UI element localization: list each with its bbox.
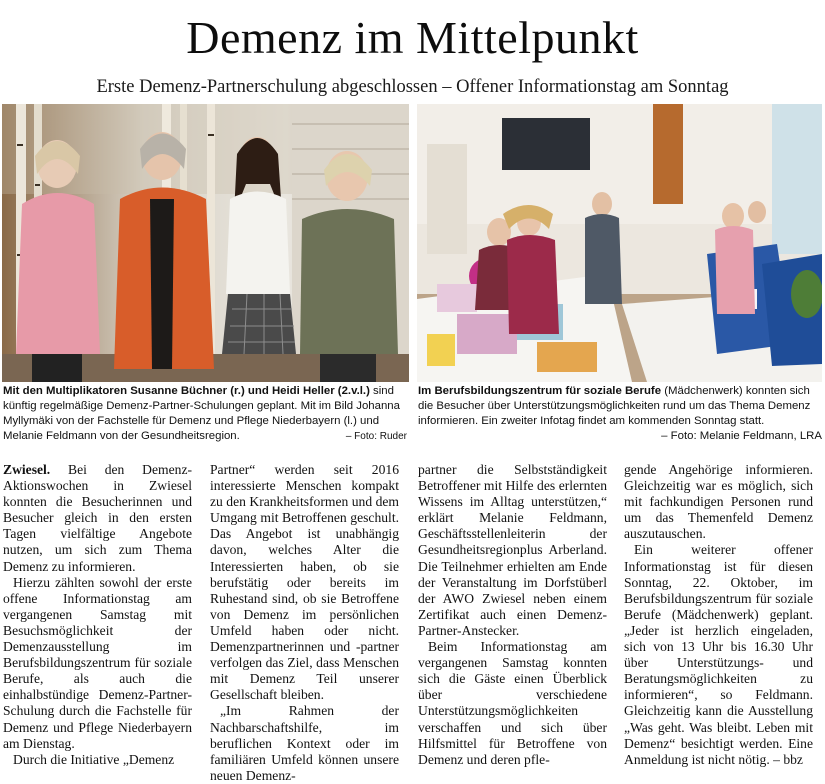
article-paragraph: Partner“ werden seit 2016 interessierte Menschen kompakt zu den Krankheitsformen und dem Umgang mit Betroffenen geschult. Das Angebot ist unabhängig davon, welches Alter die Interessierten haben, ob sie berufstätig oder bereits im Ruhestand sind, ob sie Betroffene von Demenz im persönlichen Umfeld haben oder nicht. Demenzpartnerinnen und -partner verfolgen das Ziel, dass Menschen mit Demenz Teil unserer Gesellschaft bleiben.: [210, 462, 399, 703]
paragraph-text: Bei den Demenz-Aktionswochen in Zwiesel konnten die Besucherinnen und Besucher gleich in den ersten Tagen vielfältige Angebote nutzen, um sich zum Thema Demenz zu informieren.: [3, 462, 192, 574]
caption-left-lead: Mit den Multiplikatoren Susanne Büchner (r.) und Heidi Heller (2.v.l.): [3, 385, 370, 397]
article-paragraph: gende Angehörige informieren. Gleichzeitig war es möglich, sich mit fachkundigen Personen rund um das Themenfeld Demenz auszutauschen.: [624, 462, 813, 542]
headline: Demenz im Mittelpunkt: [186, 12, 639, 63]
article-paragraph: [3, 462, 192, 575]
article-column-4: [624, 462, 813, 768]
caption-right-text: (Mädchenwerk) konnten sich die Besucher über Unterstützungsmöglichkeiten rund um das Thema Demenz informieren. Ein zweiter Infotag findet am kommenden Sonntag statt.: [418, 385, 811, 427]
article-paragraph: „Im Rahmen der Nachbarschaftshilfe, im beruflichen Kontext oder im familiären Umfeld können unsere neuen Demenz-: [210, 703, 399, 783]
photo-credit-left: – Foto: Ruder: [345, 431, 407, 442]
subheadline: Erste Demenz-Partnerschulung abgeschlossen – Offener Informationstag am Sonntag: [96, 77, 729, 97]
article-paragraph: Ein weiterer offener Informationstag ist für diesen Sonntag, 22. Oktober, im Berufsbildungszentrum für soziale Berufe (Mädchenwerk) geplant. „Jeder ist herzlich eingeladen, sich von 13 Uhr bis 16.30 Uhr über Unterstützungs- und Beratungsmöglichkeiten zu informieren“, so Feldmann. Gleichzeitig kann die Ausstellung „Was geht. Was bleibt. Leben mit Demenz“ besichtigt werden. Eine Anmeldung ist nicht nötig. – bbz: [624, 542, 813, 767]
dateline: Zwiesel.: [3, 462, 51, 477]
article-paragraph: Beim Informationstag am vergangenen Samstag konnten sich die Gäste einen Überblick über verschiedene Unterstützungsmöglichkeiten verschaffen und sich über Hilfsmittel für Betroffene von Demenz und deren pfle-: [418, 639, 607, 767]
caption-left: [3, 384, 407, 444]
article-paragraph: Durch die Initiative „Demenz: [13, 751, 175, 767]
caption-right: [418, 384, 822, 444]
article-paragraph: partner die Selbstständigkeit Betroffener mit Hilfe des erlernten Wissens im Alltag unterstützen,“ erklärt Melanie Feldmann, Geschäftsstellenleiterin der Gesundheitsregionplus Arberland. Die Teilnehmer erhielten am Ende der Veranstaltung im Dorfstüberl der AWO Zwiesel neben einem Zertifikat auch einen Demenz-Partner-Anstecker.: [418, 462, 607, 638]
article-column-3: [418, 462, 607, 768]
article-column-1: [3, 462, 192, 768]
caption-left-text: sind künftig regelmäßige Demenz-Partner-Schulungen geplant. Mit im Bild Johanna Myllymäki von der Fachstelle für Demenz und Pflege Niederbayern (l.) und Melanie Feldmann von der Gesundheitsregion.: [3, 385, 400, 442]
photo-credit-right: – Foto: Melanie Feldmann, LRA: [661, 430, 822, 442]
photo-group-portrait: [2, 104, 409, 382]
caption-right-lead: Im Berufsbildungszentrum für soziale Berufe: [418, 385, 662, 397]
article-column-2: [210, 462, 399, 784]
article-paragraph: Hierzu zählten sowohl der erste offene Informationstag am vergangenen Samstag mit Besuchsmöglichkeit der Demenzausstellung im Berufsbildungszentrum für soziale Berufe, als auch die einhalbstündige Demenz-Partner-Schulung durch die Fachstelle für Demenz und Pflege Niederbayern am Dienstag.: [3, 574, 192, 751]
photo-info-day: [417, 104, 822, 382]
